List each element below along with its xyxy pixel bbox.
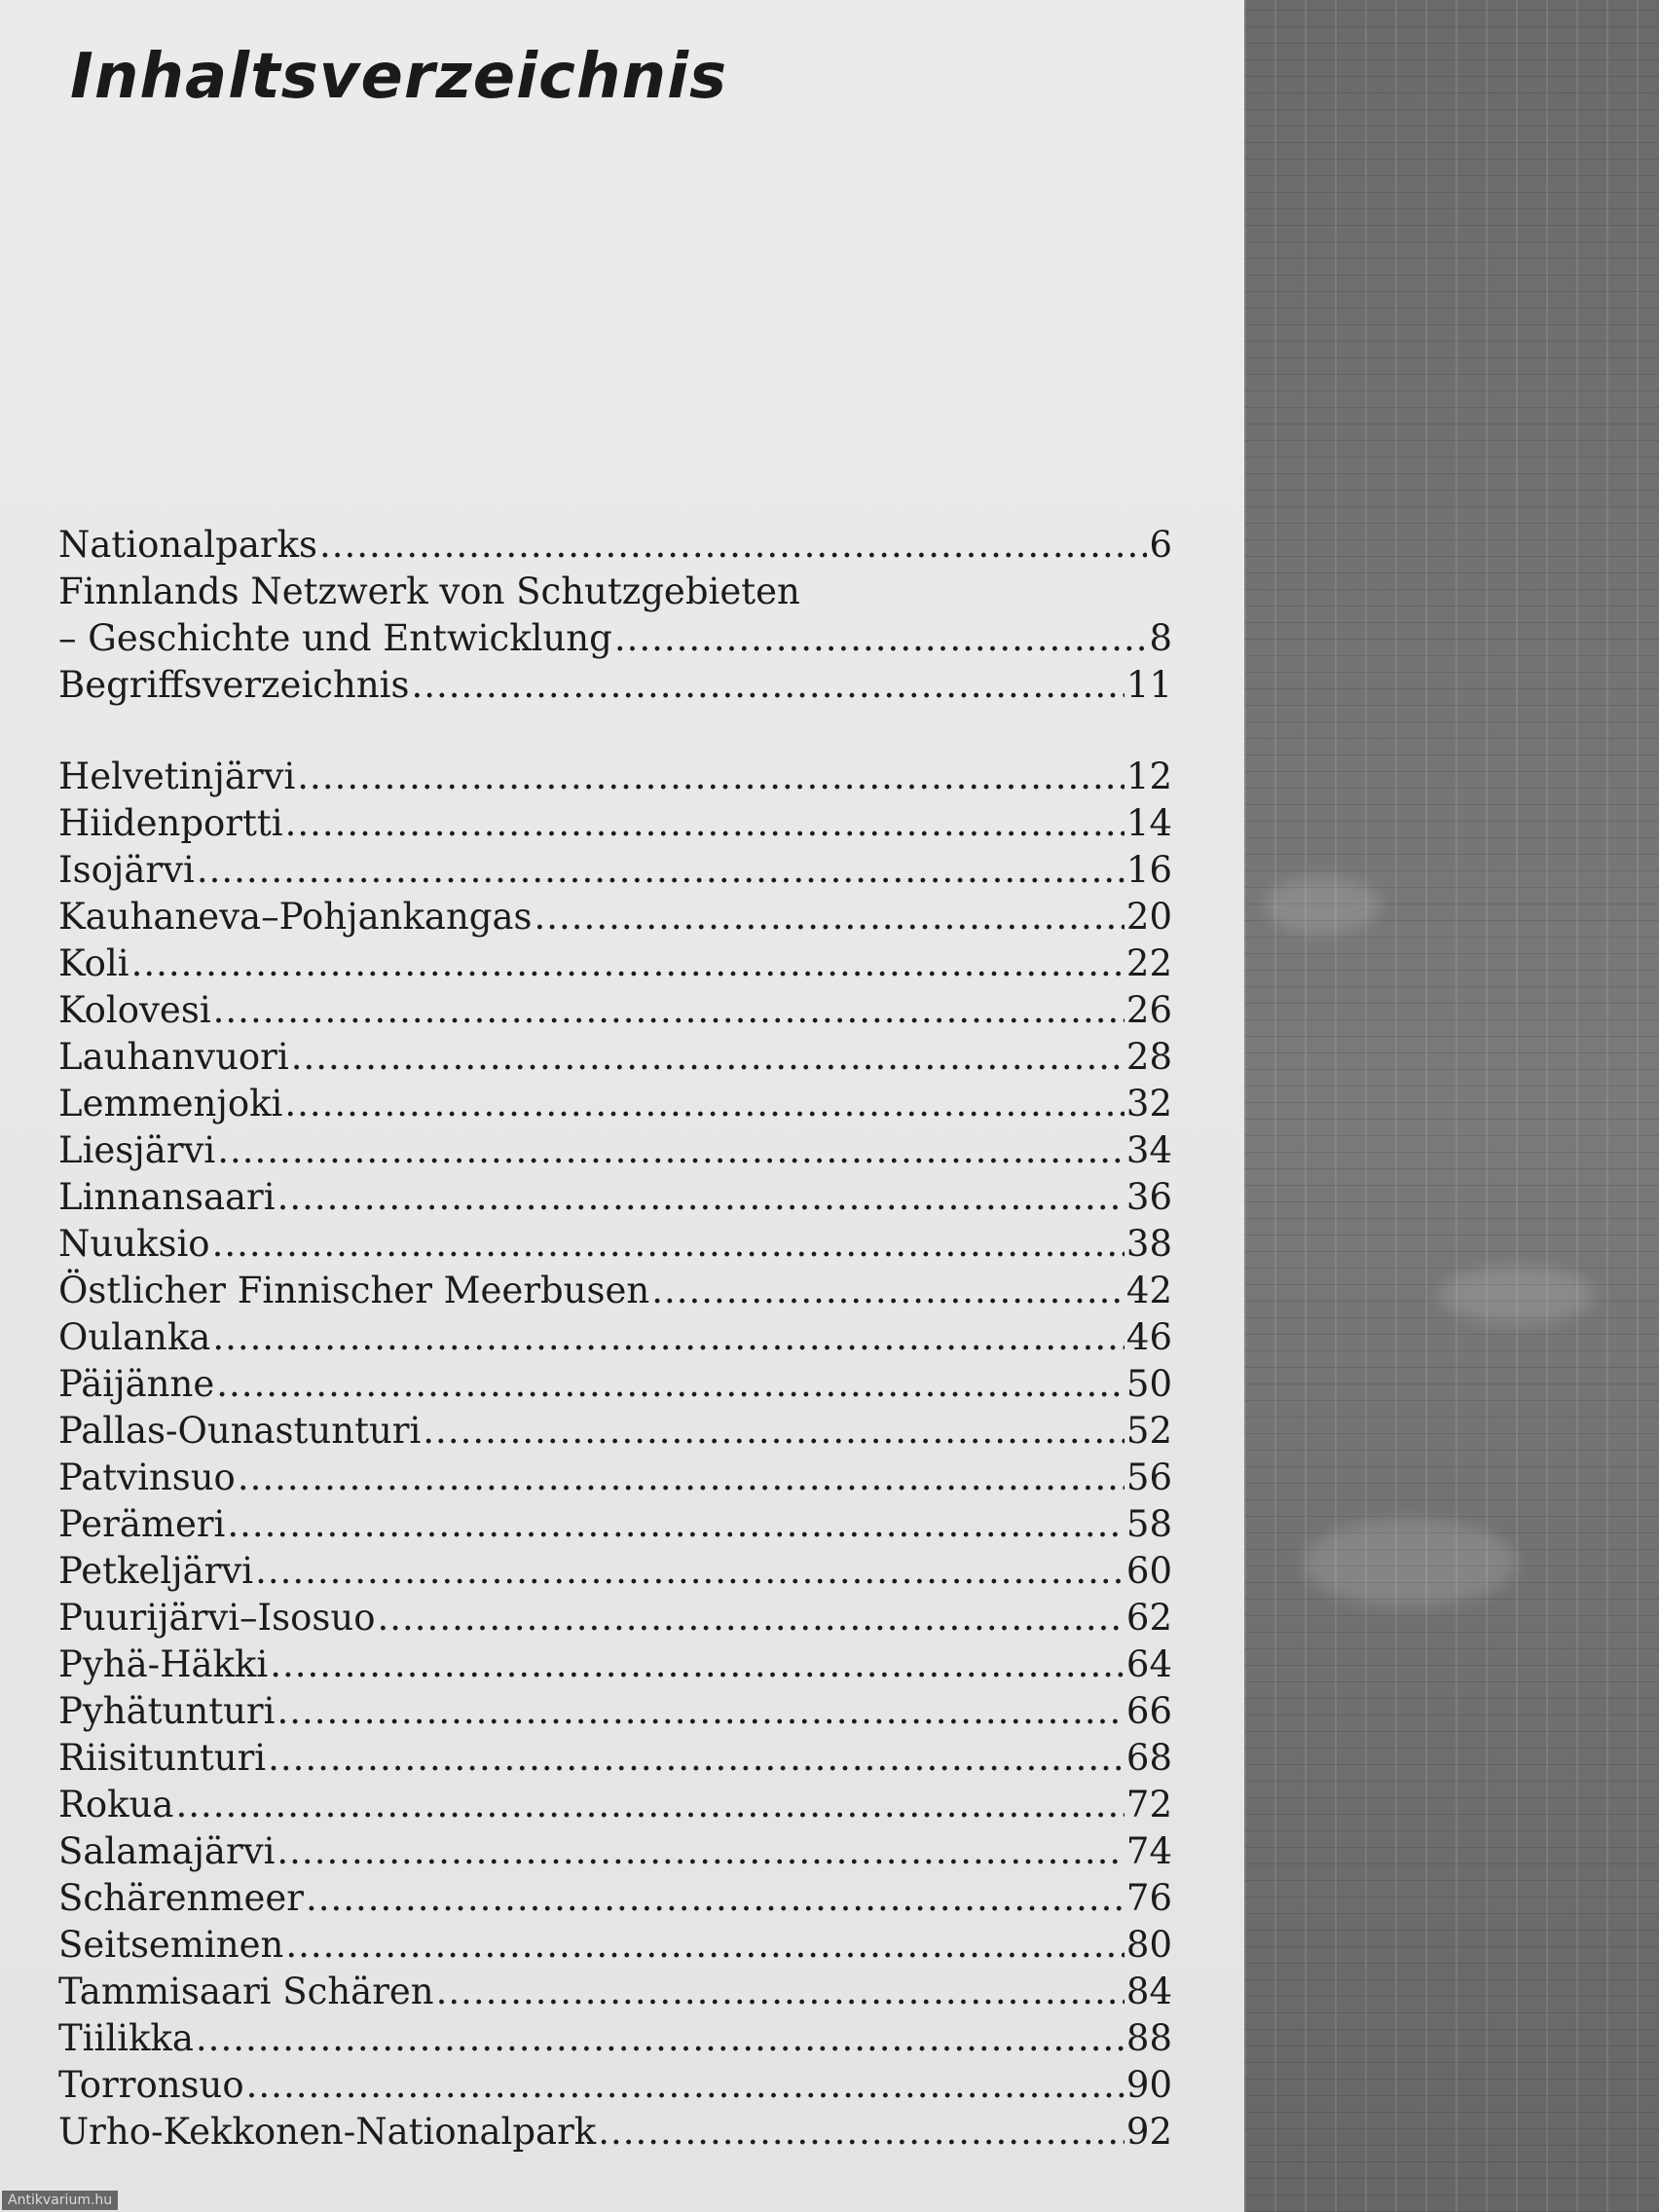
toc-page-number: 62 — [1125, 1597, 1172, 1639]
toc-page-number: 38 — [1125, 1223, 1172, 1265]
toc-entry-title: Riisitunturi — [58, 1737, 267, 1779]
toc-entry-title: Tammisaari Schären — [58, 1971, 434, 2012]
toc-dot-leader — [212, 1314, 1124, 1361]
toc-entry — [58, 1081, 1172, 1127]
toc-dot-leader — [614, 615, 1148, 662]
toc-dot-leader — [411, 662, 1124, 709]
toc-entry-title: Salamajärvi — [58, 1830, 276, 1872]
toc-entry-title: Lemmenjoki — [58, 1083, 283, 1124]
toc-dot-leader — [238, 1455, 1124, 1501]
toc-page-number: 6 — [1149, 524, 1172, 566]
toc-entry — [58, 1782, 1172, 1828]
toc-entry — [58, 1408, 1172, 1455]
toc-entry-title: Kauhaneva–Pohjankangas — [58, 896, 533, 938]
toc-dot-leader — [378, 1595, 1124, 1641]
toc-intro-section — [58, 522, 1172, 709]
toc-entry-title: Finnlands Netzwerk von Schutzgebieten — [58, 571, 800, 612]
toc-page-number: 12 — [1125, 756, 1172, 797]
toc-entry-title: Perämeri — [58, 1503, 226, 1545]
toc-page-number: 64 — [1125, 1643, 1172, 1685]
toc-entry — [58, 1688, 1172, 1735]
toc-page-number: 46 — [1125, 1316, 1172, 1358]
toc-entry-title: Liesjärvi — [58, 1129, 216, 1171]
toc-entry — [58, 987, 1172, 1034]
toc-dot-leader — [306, 1875, 1124, 1922]
toc-entry — [58, 800, 1172, 847]
toc-entry-title: Hiidenportti — [58, 802, 283, 844]
toc-entry — [58, 1501, 1172, 1548]
toc-dot-leader — [291, 1034, 1124, 1081]
toc-entry — [58, 1455, 1172, 1501]
toc-entry — [58, 1548, 1172, 1595]
toc-entry-title: Rokua — [58, 1784, 174, 1825]
toc-entry — [58, 754, 1172, 800]
toc-page-number: 88 — [1125, 2017, 1172, 2059]
toc-entry-title: – Geschichte und Entwicklung — [58, 617, 612, 659]
toc-page-number: 22 — [1125, 942, 1172, 984]
toc-page-number: 84 — [1125, 1971, 1172, 2012]
toc-dot-leader — [598, 2109, 1124, 2156]
toc-entry — [58, 1221, 1172, 1268]
toc-dot-leader — [276, 1688, 1124, 1735]
toc-entry-title: Kolovesi — [58, 989, 211, 1031]
toc-page-number: 66 — [1125, 1690, 1172, 1732]
toc-dot-leader — [246, 2062, 1124, 2109]
toc-entry-title: Nuuksio — [58, 1223, 210, 1265]
toc-dot-leader — [277, 1174, 1124, 1221]
toc-entry-title: Puurijärvi–Isosuo — [58, 1597, 376, 1639]
toc-entry — [58, 1922, 1172, 1969]
toc-page-number: 36 — [1125, 1176, 1172, 1218]
toc-entry — [58, 847, 1172, 894]
toc-page-number: 16 — [1125, 849, 1172, 891]
toc-entry — [58, 1034, 1172, 1081]
toc-page-number: 56 — [1125, 1456, 1172, 1498]
toc-entry-title: Päijänne — [58, 1363, 215, 1405]
page-title: Inhaltsverzeichnis — [70, 41, 728, 113]
toc-entry — [58, 2015, 1172, 2062]
toc-page-number: 28 — [1125, 1036, 1172, 1078]
toc-dot-leader — [213, 987, 1124, 1034]
toc-dot-leader — [285, 800, 1124, 847]
toc-entry — [58, 1268, 1172, 1314]
toc-entry-title: Linnansaari — [58, 1176, 276, 1218]
toc-entry — [58, 1174, 1172, 1221]
toc-dot-leader — [270, 1641, 1124, 1688]
toc-page-number: 76 — [1125, 1877, 1172, 1919]
toc-dot-leader — [255, 1548, 1124, 1595]
toc-entry-title: Seitseminen — [58, 1924, 284, 1966]
toc-entry — [58, 1969, 1172, 2015]
toc-entry — [58, 2109, 1172, 2156]
toc-page-number: 72 — [1125, 1784, 1172, 1825]
toc-entry — [58, 569, 1172, 615]
toc-page-number: 52 — [1125, 1410, 1172, 1452]
toc-page-number: 14 — [1125, 802, 1172, 844]
toc-page-number: 80 — [1125, 1924, 1172, 1966]
toc-entry-title: Pyhätunturi — [58, 1690, 276, 1732]
toc-dot-leader — [285, 1922, 1124, 1969]
toc-entry-title: Tiilikka — [58, 2017, 194, 2059]
toc-page-number: 60 — [1125, 1550, 1172, 1592]
toc-dot-leader — [284, 1081, 1124, 1127]
toc-page-number: 20 — [1125, 896, 1172, 938]
toc-entry — [58, 1875, 1172, 1922]
toc-entry — [58, 940, 1172, 987]
toc-entry-title: Begriffsverzeichnis — [58, 664, 410, 706]
toc-dot-leader — [276, 1828, 1124, 1875]
toc-page-number: 58 — [1125, 1503, 1172, 1545]
toc-entry-title: Schärenmeer — [58, 1877, 304, 1919]
toc-dot-leader — [535, 894, 1124, 940]
toc-page-number: 68 — [1125, 1737, 1172, 1779]
toc-entry-title: Patvinsuo — [58, 1456, 236, 1498]
toc-entry-title: Pyhä-Häkki — [58, 1643, 269, 1685]
toc-page-number: 34 — [1125, 1129, 1172, 1171]
toc-entry — [58, 1595, 1172, 1641]
toc-dot-leader — [297, 754, 1124, 800]
watermark: Antikvarium.hu — [2, 2191, 118, 2210]
toc-dot-leader — [216, 1361, 1124, 1408]
toc-entry-title: Koli — [58, 942, 129, 984]
toc-entry — [58, 894, 1172, 940]
toc-entry-title: Petkeljärvi — [58, 1550, 254, 1592]
toc-entry-title: Isojärvi — [58, 849, 195, 891]
toc-entry — [58, 1641, 1172, 1688]
toc-page-number: 42 — [1125, 1270, 1172, 1311]
toc-entry-title: Nationalparks — [58, 524, 317, 566]
toc-dot-leader — [268, 1735, 1124, 1782]
toc-page-number: 26 — [1125, 989, 1172, 1031]
toc-page-number: 32 — [1125, 1083, 1172, 1124]
toc-entry-title: Urho-Kekkonen-Nationalpark — [58, 2111, 597, 2153]
toc-dot-leader — [217, 1127, 1124, 1174]
toc-dot-leader — [227, 1501, 1124, 1548]
toc-dot-leader — [212, 1221, 1124, 1268]
toc-page-number: 74 — [1125, 1830, 1172, 1872]
toc-entry-title: Pallas-Ounastunturi — [58, 1410, 422, 1452]
toc-entry — [58, 1828, 1172, 1875]
toc-dot-leader — [175, 1782, 1124, 1828]
toc-entry — [58, 522, 1172, 569]
toc-entry — [58, 662, 1172, 709]
toc-entry-title: Östlicher Finnischer Meerbusen — [58, 1270, 650, 1311]
toc-dot-leader — [436, 1969, 1124, 2015]
toc-parks-section — [58, 754, 1172, 2156]
toc-page-number: 11 — [1125, 664, 1172, 706]
toc-entry — [58, 1361, 1172, 1408]
toc-entry-title: Helvetinjärvi — [58, 756, 296, 797]
toc-dot-leader — [196, 2015, 1124, 2062]
toc-page-number: 90 — [1125, 2064, 1172, 2106]
bleed-through-shadow — [1152, 54, 1186, 167]
toc-page-number: 50 — [1125, 1363, 1172, 1405]
toc-entry — [58, 1735, 1172, 1782]
toc-page-number: 8 — [1149, 617, 1172, 659]
toc-dot-leader — [423, 1408, 1124, 1455]
toc-entry-title: Oulanka — [58, 1316, 211, 1358]
toc-entry — [58, 1127, 1172, 1174]
toc-dot-leader — [131, 940, 1124, 987]
toc-entry — [58, 1314, 1172, 1361]
toc-dot-leader — [197, 847, 1124, 894]
background-surface — [1244, 0, 1659, 2212]
toc-entry-title: Lauhanvuori — [58, 1036, 289, 1078]
toc-entry — [58, 2062, 1172, 2109]
toc-dot-leader — [651, 1268, 1124, 1314]
toc-dot-leader — [319, 522, 1147, 569]
toc-entry — [58, 615, 1172, 662]
toc-page-number: 92 — [1125, 2111, 1172, 2153]
toc-entry-title: Torronsuo — [58, 2064, 244, 2106]
